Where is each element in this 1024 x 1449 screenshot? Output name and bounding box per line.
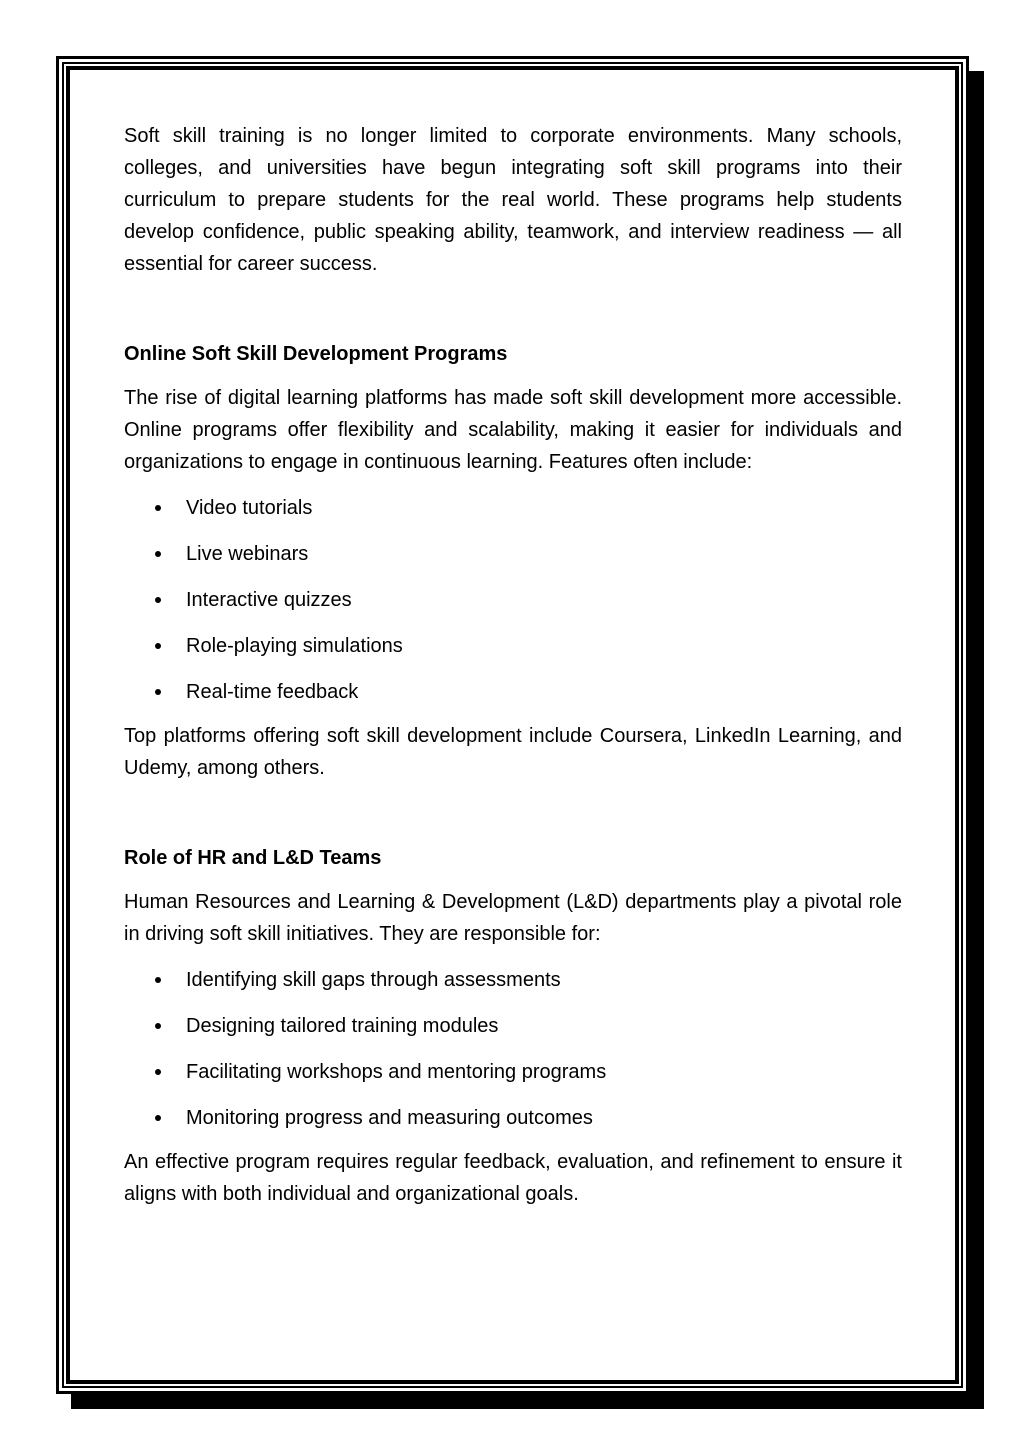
hr-closing-paragraph: An effective program requires regular feedback, evaluation, and refinement to ensure it aligns with both individual and organizational goals. xyxy=(124,1151,902,1205)
list-item: Identifying skill gaps through assessments xyxy=(124,964,902,1010)
bullet-icon xyxy=(155,689,161,695)
online-intro-paragraph: The rise of digital learning platforms has made soft skill development more accessible. Online programs offer flexibility and scalability, making it easier for individuals and organizations to engage in continuous learning. Features often include: xyxy=(124,387,902,473)
list-item: Designing tailored training modules xyxy=(124,1010,902,1056)
bullet-icon xyxy=(155,551,161,557)
document-body xyxy=(124,120,902,1210)
bullet-icon xyxy=(155,977,161,983)
bullet-icon xyxy=(155,643,161,649)
bullet-icon xyxy=(155,1069,161,1075)
list-item: Video tutorials xyxy=(124,492,902,538)
intro-paragraph: Soft skill training is no longer limited to corporate environments. Many schools, colleges, and universities have begun integrating soft skill programs into their curriculum to prepare students for the real world. These programs help students develop confidence, public speaking ability, teamwork, and interview readiness — all essential for career success. xyxy=(124,125,902,275)
list-item: Monitoring progress and measuring outcomes xyxy=(124,1102,902,1148)
hr-ld-section xyxy=(124,842,902,1210)
list-item: Facilitating workshops and mentoring programs xyxy=(124,1056,902,1102)
section-spacer xyxy=(124,784,902,842)
list-item: Role-playing simulations xyxy=(124,630,902,676)
online-programs-section xyxy=(124,338,902,784)
bullet-icon xyxy=(155,505,161,511)
section-heading-hr: Role of HR and L&D Teams xyxy=(124,847,382,869)
bullet-icon xyxy=(155,1023,161,1029)
bullet-icon xyxy=(155,1115,161,1121)
bullet-icon xyxy=(155,597,161,603)
features-list xyxy=(124,492,902,722)
section-heading-online: Online Soft Skill Development Programs xyxy=(124,343,508,365)
online-closing-paragraph: Top platforms offering soft skill development include Coursera, LinkedIn Learning, and Udemy, among others. xyxy=(124,725,902,779)
hr-intro-paragraph: Human Resources and Learning & Development (L&D) departments play a pivotal role in driving soft skill initiatives. They are responsible for: xyxy=(124,891,902,945)
section-spacer xyxy=(124,280,902,338)
list-item: Live webinars xyxy=(124,538,902,584)
list-item: Real-time feedback xyxy=(124,676,902,722)
list-item: Interactive quizzes xyxy=(124,584,902,630)
responsibilities-list xyxy=(124,964,902,1148)
